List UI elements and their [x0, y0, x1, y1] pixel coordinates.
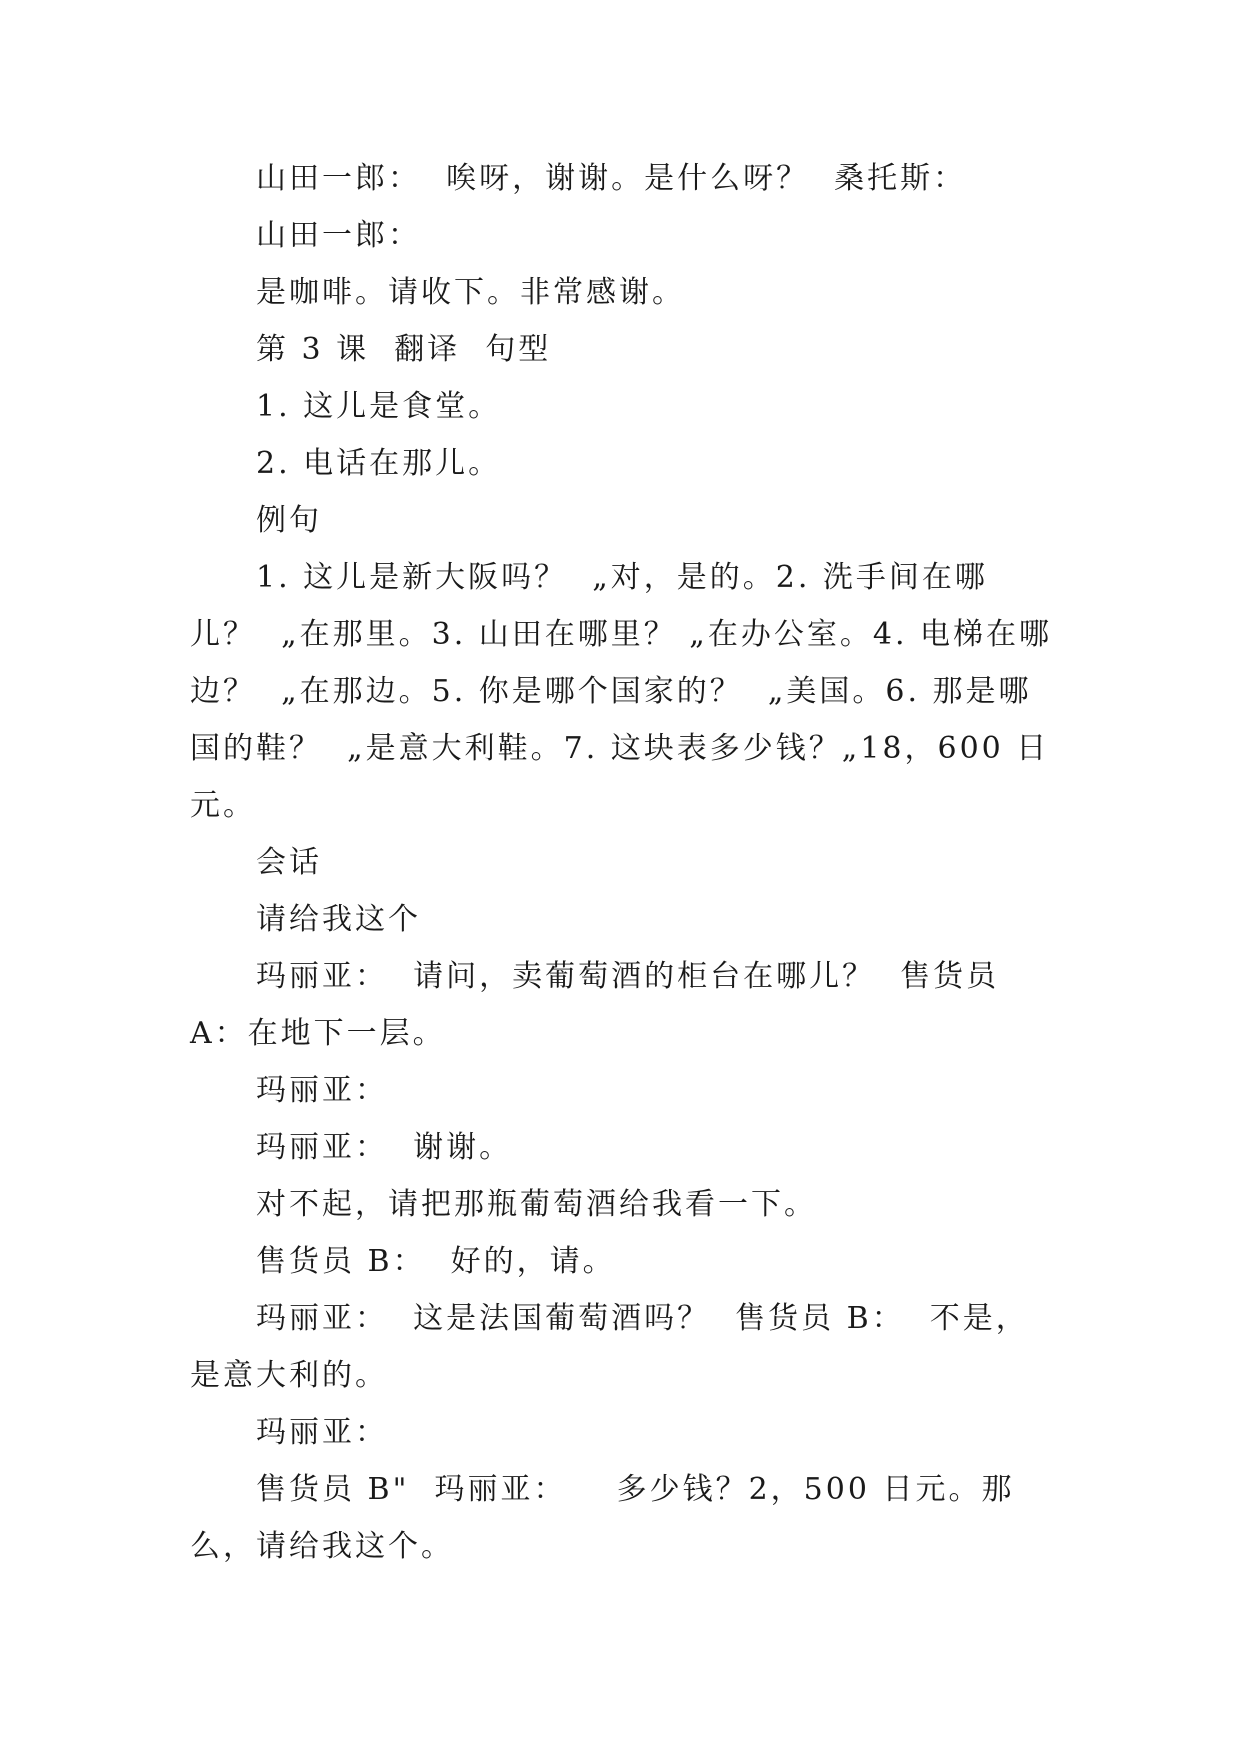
dialogue-line: 玛丽亚：: [256, 1415, 388, 1450]
conversation-title: 请给我这个: [256, 902, 421, 937]
dialogue-line: 是咖啡。请收下。非常感谢。: [256, 275, 685, 310]
dialogue-line: 售货员 B： 好的，请。: [256, 1244, 616, 1279]
dialogue-line: 山田一郎： 唉呀，谢谢。是什么呀？ 桑托斯：: [256, 161, 967, 196]
dialogue-line: 对不起，请把那瓶葡萄酒给我看一下。: [256, 1187, 817, 1222]
dialogue-line: 玛丽亚： 请问，卖葡萄酒的柜台在哪儿？ 售货员 A：在地下一层。: [190, 959, 1012, 1051]
sentence-pattern: 2. 电话在那儿。: [256, 446, 502, 481]
dialogue-line: 玛丽亚：: [256, 1073, 388, 1108]
example-sentences: 1. 这儿是新大阪吗？ „对，是的。2. 洗手间在哪儿？ „在那里。3. 山田在哪里？ „在办公室。4. 电梯在哪边？ „在那边。5. 你是哪个国家的？ „美国。6. 那是哪国的鞋？ „是意大利鞋。7. 这块表多少钱？„18，600 日元。: [190, 560, 1053, 823]
section-heading-conversation: 会话: [256, 845, 322, 880]
dialogue-line: 玛丽亚： 这是法国葡萄酒吗？ 售货员 B： 不是，是意大利的。: [190, 1301, 1029, 1393]
section-heading-examples: 例句: [256, 503, 322, 538]
dialogue-line: 山田一郎：: [256, 218, 421, 253]
document-page: [190, 150, 1052, 1575]
dialogue-line: 玛丽亚： 谢谢。: [256, 1130, 513, 1165]
sentence-pattern: 1. 这儿是食堂。: [256, 389, 502, 424]
lesson-heading: 第 3 课 翻译 句型: [256, 332, 552, 367]
dialogue-line: 售货员 B" 玛丽亚： 多少钱？2，500 日元。那么，请给我这个。: [190, 1472, 1015, 1564]
